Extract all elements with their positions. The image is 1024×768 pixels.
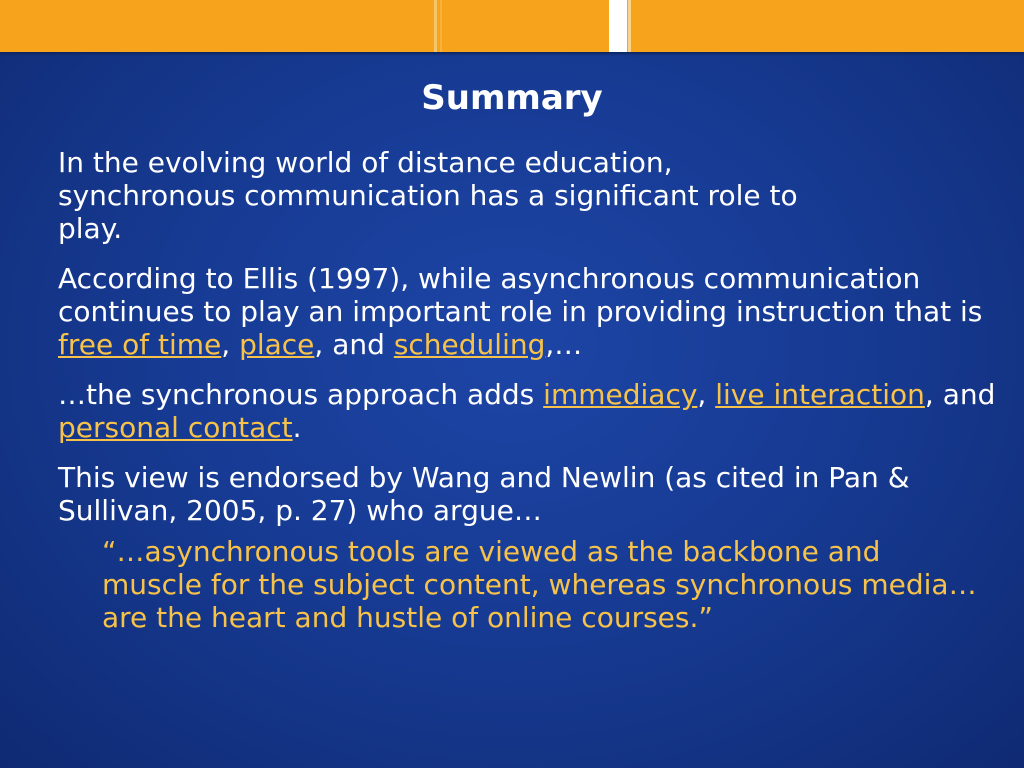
top-orange-band: [0, 0, 1024, 52]
paragraph-text: According to Ellis (1997), while asynchronous communication continues to play an important role in providing instruction that is: [58, 262, 983, 328]
paragraph-tail: .: [292, 411, 302, 444]
separator: ,: [221, 328, 240, 361]
slide-body: [58, 146, 1008, 634]
quote-block: “…asynchronous tools are viewed as the backbone and muscle for the subject content, whereas synchronous media…are the heart and hustle of online courses.”: [102, 535, 977, 634]
band-shadow: [0, 52, 1024, 56]
band-stripe: [434, 0, 437, 52]
band-stripe-white: [609, 0, 627, 52]
link-place[interactable]: place: [239, 328, 315, 361]
link-personal-contact[interactable]: personal contact: [58, 411, 293, 444]
separator: ,: [697, 378, 716, 411]
paragraph-wang-newlin: This view is endorsed by Wang and Newlin (as cited in Pan & Sullivan, 2005, p. 27) who argue…: [58, 461, 910, 527]
link-free-of-time[interactable]: free of time: [58, 328, 222, 361]
paragraph-synchronous-approach: [58, 378, 1008, 444]
band-stripe: [628, 0, 631, 52]
separator: , and: [924, 378, 996, 411]
link-live-interaction[interactable]: live interaction: [715, 378, 925, 411]
link-immediacy[interactable]: immediacy: [543, 378, 698, 411]
band-stripe: [440, 0, 442, 52]
paragraph-text: …the synchronous approach adds: [58, 378, 544, 411]
paragraph-tail: ,…: [545, 328, 583, 361]
paragraph-intro: In the evolving world of distance education, synchronous communication has a significant role to play.: [58, 146, 798, 245]
slide-title: Summary: [421, 78, 603, 118]
paragraph-ellis: [58, 262, 1008, 361]
link-scheduling[interactable]: scheduling: [393, 328, 546, 361]
separator: , and: [314, 328, 394, 361]
